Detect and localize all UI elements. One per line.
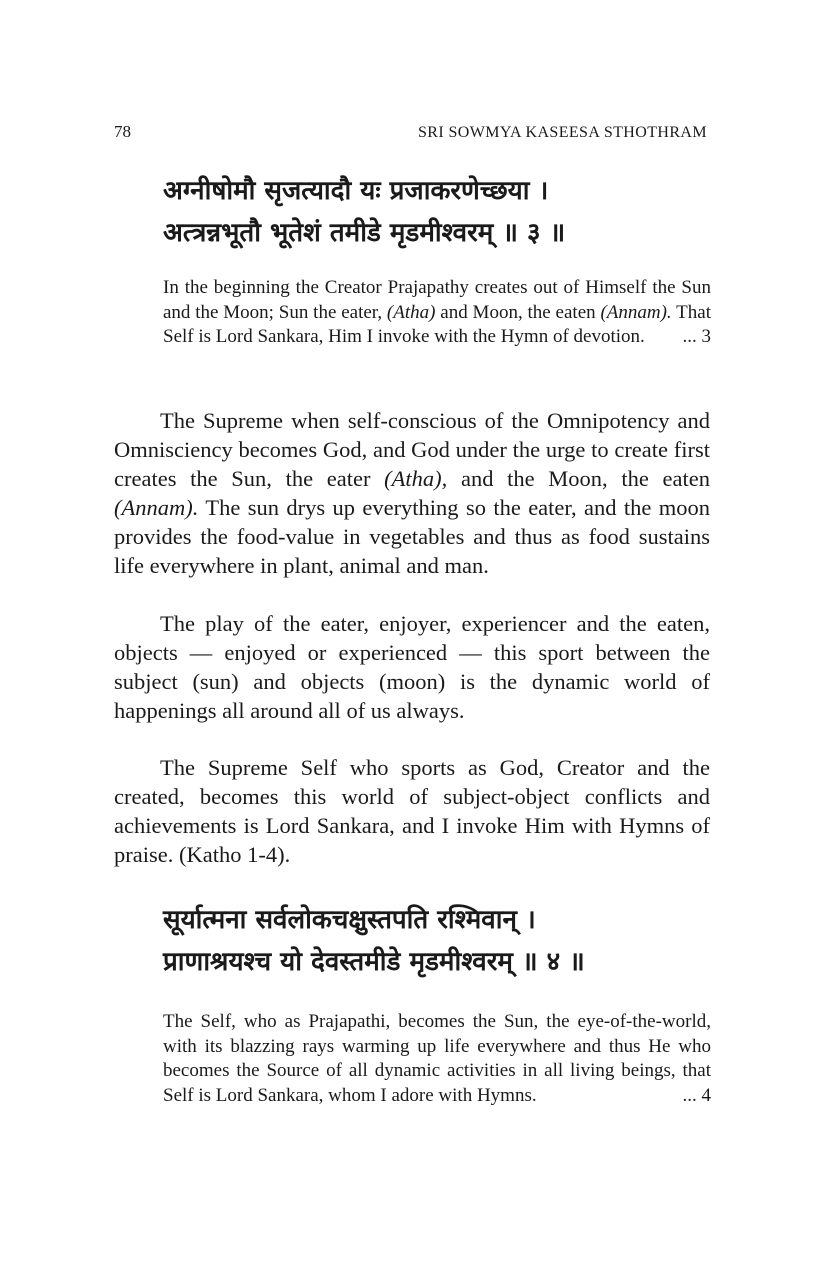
- commentary-1-text-a: The Supreme when self-conscious of the Omnipotency and Omnisciency becomes God, and God under the urge to create first creates the Sun, the eater: [114, 408, 710, 491]
- commentary-1-text-c: The sun drys up everything so the eater, and the moon provides the food-value in vegetables and thus as food sustains life everywhere in plant, animal and man.: [114, 495, 710, 578]
- commentary-1-text-b: and the Moon, the eaten: [447, 466, 710, 491]
- translation-4: [163, 1010, 711, 1108]
- translation-3: [163, 276, 711, 350]
- translation-3-ref: ... 3: [682, 326, 711, 347]
- commentary-1-atha: (Atha),: [384, 466, 448, 491]
- translation-3-text-2: and Moon, the eaten: [435, 301, 601, 323]
- translation-4-ref: ... 4: [682, 1084, 711, 1106]
- running-title: SRI SOWMYA KASEESA STHOTHRAM: [417, 124, 707, 141]
- translation-3-atha: (Atha): [386, 301, 436, 323]
- verse-3-line-2: अत्त्रन्नभूतौ भूतेशं तमीडे मृडमीश्वरम् ॥ ३ ॥: [163, 218, 566, 248]
- commentary-paragraph-1: [114, 406, 710, 580]
- verse-4-line-1: सूर्यात्मना सर्वलोकचक्षुस्तपति रश्मिवान् ।: [163, 905, 536, 935]
- translation-4-text: The Self, who as Prajapathi, becomes the Sun, the eye-of-the-world, with its blazzing rays warming up life everywhere and thus He who becomes the Source of all dynamic activities in all living beings, that Self is Lord Sankara, whom I adore with Hymns.: [163, 1011, 711, 1106]
- translation-3-text-3: That Self is Lord Sankara, Him I invoke with the Hymn of devotion.: [163, 301, 711, 347]
- verse-3-line-1: अग्नीषोमौ सृजत्यादौ यः प्रजाकरणेच्छया ।: [163, 176, 549, 206]
- commentary-1-annam: (Annam).: [114, 495, 199, 520]
- sanskrit-verse-3: [163, 170, 723, 254]
- sanskrit-verse-4: [163, 899, 723, 983]
- commentary-paragraph-2: The play of the eater, enjoyer, experiencer and the eaten, objects — enjoyed or experienced — this sport between the subject (sun) and objects (moon) is the dynamic world of happenings all around all of us always.: [114, 611, 710, 723]
- commentary-paragraph-3: The Supreme Self who sports as God, Creator and the created, becomes this world of subject-object conflicts and achievements is Lord Sankara, and I invoke Him with Hymns of praise. (Katho 1-4).: [114, 755, 710, 867]
- translation-3-text-1: In the beginning the Creator Prajapathy creates out of Himself the Sun and the Moon; Sun the eater,: [163, 277, 711, 323]
- page-number: 78: [114, 122, 131, 141]
- translation-3-annam: (Annam).: [600, 301, 672, 323]
- verse-4-line-2: प्राणाश्रयश्च यो देवस्तमीडे मृडमीश्वरम् ॥ ४ ॥: [163, 947, 585, 977]
